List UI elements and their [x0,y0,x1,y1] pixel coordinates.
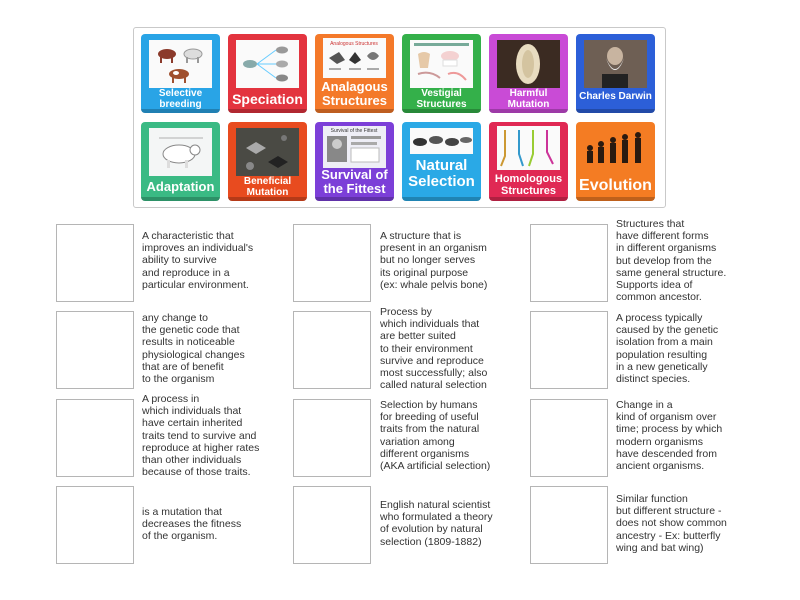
darwin-portrait-image [584,40,647,88]
drop-box-3[interactable] [530,224,608,302]
harmful-mutation-image [497,40,560,88]
tile-selective-breeding[interactable] [141,34,220,113]
drop-box-5[interactable] [293,311,371,389]
tile-harmful-mutation[interactable] [489,34,568,113]
moths-image [236,128,299,176]
definition-12: Similar function but different structure - does not show common ancestry - Ex: butterfly wing and bat wing) [616,493,727,554]
drop-box-12[interactable] [530,486,608,564]
drop-box-7[interactable] [56,399,134,477]
tile-label: Beneficial Mutation [243,176,292,198]
tile-analagous-structures[interactable] [315,34,394,113]
finches-image [410,128,473,154]
image-caption: Survival of the Fittest [330,128,378,134]
definition-10: is a mutation that decreases the fitness of the organism. [142,506,242,543]
tile-survival-of-the-fittest[interactable] [315,122,394,201]
homologous-bones-image [497,126,560,170]
drop-box-6[interactable] [530,311,608,389]
polar-bear-image [149,128,212,176]
definition-5: Process by which individuals that are better suited to their environment survive and reproduce most successfully; also called natural selection [380,306,488,392]
tile-natural-selection[interactable] [402,122,481,201]
tile-label: Natural Selection [408,157,475,190]
drop-box-1[interactable] [56,224,134,302]
drop-box-8[interactable] [293,399,371,477]
human-evolution-image [584,128,647,172]
definition-11: English natural scientist who formulated a theory of evolution by natural selection (1809-1882) [380,499,493,548]
definition-7: A process in which individuals that have certain inherited traits tend to survive and reproduce at higher rates than other individuals because of those traits. [142,393,260,479]
tile-homologous-structures[interactable] [489,122,568,201]
definition-3: Structures that have different forms in different organisms but develop from the same general structure. Supports idea of common ancestor. [616,218,727,304]
definition-1: A characteristic that improves an individual's ability to survive and reproduce in a particular environment. [142,230,254,291]
image-caption: Analogous Structures [330,41,378,47]
tile-label: Homologous Structures [494,173,563,197]
tile-label: Selective breeding [158,88,203,110]
drop-box-4[interactable] [56,311,134,389]
definition-4: any change to the genetic code that results in noticeable physiological changes that are of benefit to the organism [142,312,245,386]
drop-box-11[interactable] [293,486,371,564]
tile-evolution[interactable] [576,122,655,201]
vestigial-structures-image [410,40,473,88]
definition-2: A structure that is present in an organism but no longer serves its original purpose (ex: whale pelvis bone) [380,230,488,291]
tile-label: Charles Darwin [579,91,652,102]
tile-charles-darwin[interactable] [576,34,655,113]
definition-9: Change in a kind of organism over time; process by which modern organisms have descended from ancient organisms. [616,399,723,473]
cattle-image [149,40,212,88]
drop-box-10[interactable] [56,486,134,564]
tile-vestigial-structures[interactable] [402,34,481,113]
definition-8: Selection by humans for breeding of useful traits from the natural variation among different organisms (AKA artificial selection) [380,399,491,473]
tile-adaptation[interactable] [141,122,220,201]
analogous-structures-image [323,38,386,78]
tile-label: Adaptation [146,179,215,194]
birds-speciation-image [236,40,299,88]
tile-label: Harmful Mutation [507,88,550,110]
tile-label: Evolution [579,177,652,194]
answer-tray [133,27,666,208]
definition-6: A process typically caused by the genetic isolation from a main population resulting in a new genetically distinct species. [616,312,719,386]
tile-label: Speciation [232,91,303,107]
tile-label: Survival of the Fittest [321,167,388,196]
tile-speciation[interactable] [228,34,307,113]
tile-label: Vestigial Structures [416,88,467,110]
tile-beneficial-mutation[interactable] [228,122,307,201]
survival-fittest-image [323,126,386,168]
drop-box-2[interactable] [293,224,371,302]
tile-label: Analagous Structures [321,79,388,108]
drop-box-9[interactable] [530,399,608,477]
